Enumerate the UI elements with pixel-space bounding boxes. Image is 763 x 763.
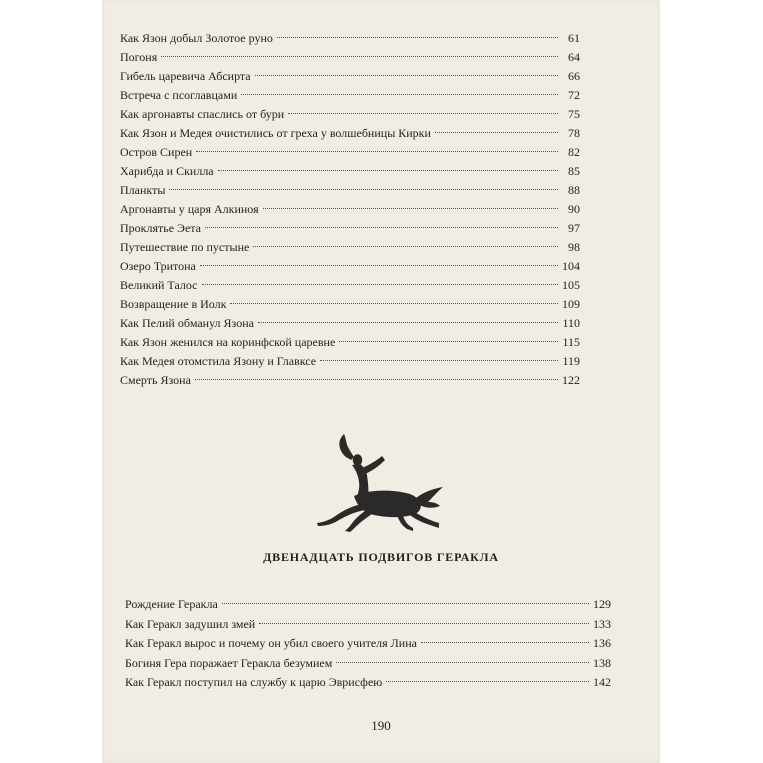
dot-leader (288, 113, 558, 114)
toc-entry-page: 122 (562, 373, 580, 387)
toc-entry-page: 138 (593, 655, 611, 670)
toc-entry-page: 82 (568, 145, 580, 159)
toc-entry-title: Харибда и Скилла (120, 164, 214, 178)
toc-entry (120, 219, 580, 238)
toc-entry-title: Как аргонавты спаслись от бури (120, 107, 285, 121)
dot-leader (196, 151, 558, 152)
toc-entry-title: Аргонавты у царя Алкиноя (120, 202, 259, 216)
toc-list-argonauts (120, 29, 580, 390)
toc-entry (120, 352, 580, 371)
toc-entry (120, 257, 580, 276)
toc-entry (120, 124, 580, 143)
toc-entry-page: 142 (593, 675, 611, 689)
dot-leader (202, 284, 559, 285)
toc-entry (120, 162, 580, 181)
toc-entry (120, 86, 580, 105)
toc-entry-page: 66 (568, 69, 580, 83)
dot-leader (253, 246, 558, 247)
toc-entry-page: 72 (568, 88, 580, 102)
toc-entry (120, 314, 580, 333)
dot-leader (195, 379, 558, 380)
toc-entry (120, 67, 580, 86)
dot-leader (161, 56, 558, 57)
toc-entry-title: Как Язон добыл Золотое руно (120, 31, 273, 45)
toc-entry-page: 104 (562, 259, 580, 273)
toc-entry-page: 105 (562, 278, 580, 292)
dot-leader (320, 360, 558, 361)
toc-entry (120, 200, 580, 219)
section-heading: ДВЕНАДЦАТЬ ПОДВИГОВ ГЕРАКЛА (263, 550, 499, 564)
toc-entry-page: 75 (568, 107, 580, 121)
toc-entry-title: Погоня (120, 50, 158, 64)
toc-entry-title: Планкты (120, 183, 166, 197)
toc-entry (120, 29, 580, 48)
toc-entry-title: Озеро Тритона (120, 259, 196, 273)
toc-entry-page: 85 (568, 164, 580, 178)
toc-entry-page: 90 (568, 202, 580, 216)
dot-leader (435, 132, 558, 133)
toc-entry-title: Путешествие по пустыне (120, 240, 250, 254)
toc-entry (120, 371, 580, 390)
toc-entry (125, 654, 611, 674)
toc-entry-title: Смерть Язона (120, 373, 191, 387)
toc-entry (125, 595, 611, 615)
toc-entry-page: 115 (562, 335, 580, 349)
toc-entry (120, 181, 580, 200)
toc-entry-title: Как Медея отомстила Язону и Главксе (120, 354, 317, 368)
toc-entry-page: 98 (568, 240, 580, 254)
dot-leader (421, 642, 589, 643)
dot-leader (336, 662, 589, 663)
toc-entry-title: Гибель царевича Абсирта (120, 69, 251, 83)
toc-list-heracles (125, 595, 611, 693)
toc-entry-page: 61 (568, 31, 580, 45)
toc-entry-title: Проклятье Эета (120, 221, 202, 235)
toc-entry-title: Встреча с псоглавцами (120, 88, 238, 102)
dot-leader (263, 208, 558, 209)
dot-leader (230, 303, 558, 304)
toc-entry-title: Как Язон и Медея очистились от греха у волшебницы Кирки (120, 126, 431, 140)
toc-entry-page: 64 (568, 50, 580, 64)
dot-leader (277, 37, 558, 38)
toc-entry-page: 129 (593, 597, 611, 611)
toc-entry-title: Как Язон женился на коринфской царевне (120, 335, 336, 349)
dot-leader (259, 623, 589, 624)
toc-entry (120, 276, 580, 295)
toc-entry (125, 673, 611, 693)
toc-entry (125, 634, 611, 654)
toc-entry-title: Как Геракл вырос и почему он убил своего учителя Лина (125, 636, 417, 650)
toc-entry (120, 333, 580, 352)
toc-entry-title: Как Пелий обманул Язона (120, 316, 254, 330)
toc-entry-title: Богиня Гера поражает Геракла безумием (125, 655, 333, 670)
toc-entry-page: 78 (568, 126, 580, 140)
toc-entry-page: 133 (593, 616, 611, 631)
dot-leader (255, 75, 558, 76)
toc-entry (120, 143, 580, 162)
toc-entry-page: 97 (568, 221, 580, 235)
dot-leader (222, 603, 589, 604)
toc-entry (120, 238, 580, 257)
toc-entry-page: 136 (593, 636, 611, 650)
page-number: 190 (371, 718, 391, 733)
toc-entry-title: Как Геракл поступил на службу к царю Эврисфею (125, 675, 383, 689)
dot-leader (218, 170, 558, 171)
dot-leader (339, 341, 558, 342)
toc-entry (120, 105, 580, 124)
dot-leader (386, 681, 589, 682)
dot-leader (241, 94, 558, 95)
toc-entry-title: Рождение Геракла (125, 597, 218, 611)
toc-entry-title: Как Геракл задушил змей (125, 616, 256, 631)
dot-leader (258, 322, 558, 323)
toc-entry (120, 295, 580, 314)
centaur-icon (312, 432, 444, 532)
dot-leader (200, 265, 558, 266)
toc-entry-page: 110 (562, 316, 580, 330)
toc-entry (125, 615, 611, 635)
toc-entry-page: 119 (562, 354, 580, 368)
dot-leader (205, 227, 558, 228)
toc-entry-title: Великий Талос (120, 278, 198, 292)
toc-entry-title: Возвращение в Иолк (120, 297, 227, 311)
dot-leader (169, 189, 558, 190)
toc-entry-page: 109 (562, 297, 580, 311)
toc-entry (120, 48, 580, 67)
toc-entry-page: 88 (568, 183, 580, 197)
toc-entry-title: Остров Сирен (120, 145, 193, 159)
